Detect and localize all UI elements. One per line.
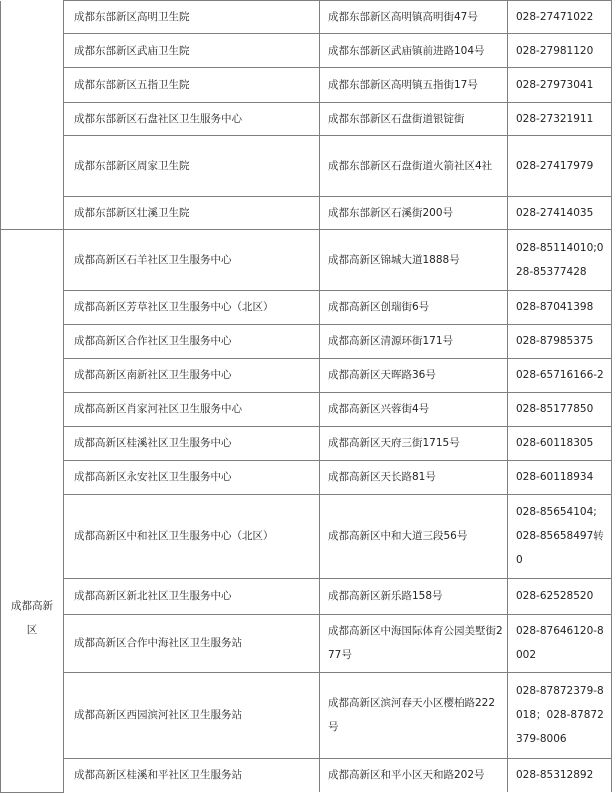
facility-address-cell: 成都高新区清源环街171号 [320,324,508,358]
facility-name-cell: 成都高新区合作中海社区卫生服务站 [64,614,320,672]
facility-address-cell: 成都东部新区武庙镇前进路104号 [320,34,508,68]
facility-address-cell: 成都高新区和平小区天和路202号 [320,758,508,792]
facility-address-cell: 成都高新区天府三街1715号 [320,426,508,460]
facility-name-cell: 成都高新区桂溪和平社区卫生服务站 [64,758,320,792]
facility-address-cell: 成都东部新区高明镇五指街17号 [320,68,508,103]
facility-name-cell: 成都高新区合作社区卫生服务中心 [64,324,320,358]
facility-phone-cell: 028-60118305 [508,426,612,460]
facility-phone-cell: 028-87872379-8018；028-87872379-8006 [508,672,612,758]
facility-address-cell: 成都高新区中和大道三段56号 [320,494,508,578]
facility-name-cell: 成都高新区新北社区卫生服务中心 [64,578,320,614]
facility-phone-cell: 028-85654104; 028-85658497转0 [508,494,612,578]
table-row [1,426,612,460]
facility-phone-cell: 028-85114010;028-85377428 [508,229,612,290]
facility-phone-cell: 028-87041398 [508,290,612,324]
facility-address-cell: 成都东部新区高明镇高明街47号 [320,1,508,34]
table-row [1,358,612,392]
facility-name-cell: 成都高新区中和社区卫生服务中心（北区） [64,494,320,578]
facility-name-cell: 成都东部新区高明卫生院 [64,1,320,34]
table-row [1,34,612,68]
facility-phone-cell: 028-85312892 [508,758,612,792]
facility-name-cell: 成都高新区西园滨河社区卫生服务站 [64,672,320,758]
facility-phone-cell: 028-27321911 [508,103,612,136]
facility-name-cell: 成都高新区石羊社区卫生服务中心 [64,229,320,290]
health-center-table-body [1,1,612,793]
table-row [1,672,612,758]
facility-address-cell: 成都高新区天晖路36号 [320,358,508,392]
table-row [1,460,612,494]
facility-address-cell: 成都高新区天长路81号 [320,460,508,494]
facility-name-cell: 成都高新区南新社区卫生服务中心 [64,358,320,392]
table-row [1,103,612,136]
facility-phone-cell: 028-87985375 [508,324,612,358]
facility-phone-cell: 028-27414035 [508,197,612,229]
facility-phone-cell: 028-27973041 [508,68,612,103]
table-row [1,136,612,197]
table-row [1,578,612,614]
district-cell: 成都高新区 [1,229,64,792]
facility-address-cell: 成都高新区创瑞街6号 [320,290,508,324]
facility-phone-cell: 028-27981120 [508,34,612,68]
facility-phone-cell: 028-60118934 [508,460,612,494]
facility-name-cell: 成都高新区桂溪社区卫生服务中心 [64,426,320,460]
facility-phone-cell: 028-27471022 [508,1,612,34]
facility-name-cell: 成都高新区永安社区卫生服务中心 [64,460,320,494]
facility-name-cell: 成都高新区肖家河社区卫生服务中心 [64,392,320,426]
facility-address-cell: 成都高新区锦城大道1888号 [320,229,508,290]
facility-phone-cell: 028-85177850 [508,392,612,426]
table-row [1,290,612,324]
facility-phone-cell: 028-62528520 [508,578,612,614]
table-row [1,197,612,229]
facility-address-cell: 成都高新区兴蓉街4号 [320,392,508,426]
facility-phone-cell: 028-87646120-8002 [508,614,612,672]
facility-name-cell: 成都东部新区五指卫生院 [64,68,320,103]
facility-name-cell: 成都东部新区周家卫生院 [64,136,320,197]
table-row [1,324,612,358]
facility-address-cell: 成都高新区滨河春天小区樱柏路222号 [320,672,508,758]
facility-name-cell: 成都东部新区石盘社区卫生服务中心 [64,103,320,136]
facility-name-cell: 成都高新区芳草社区卫生服务中心（北区） [64,290,320,324]
table-row [1,392,612,426]
facility-address-cell: 成都高新区新乐路158号 [320,578,508,614]
facility-name-cell: 成都东部新区壮溪卫生院 [64,197,320,229]
facility-address-cell: 成都东部新区石溪街200号 [320,197,508,229]
table-row [1,229,612,290]
table-row [1,614,612,672]
table-row [1,1,612,34]
table-row [1,758,612,792]
table-row [1,494,612,578]
facility-address-cell: 成都高新区中海国际体育公园美墅街277号 [320,614,508,672]
facility-address-cell: 成都东部新区石盘街道火箭社区4社 [320,136,508,197]
facility-address-cell: 成都东部新区石盘街道银锭街 [320,103,508,136]
facility-phone-cell: 028-27417979 [508,136,612,197]
district-cell [1,1,64,230]
table-row [1,68,612,103]
facility-phone-cell: 028-65716166-2 [508,358,612,392]
facility-name-cell: 成都东部新区武庙卫生院 [64,34,320,68]
